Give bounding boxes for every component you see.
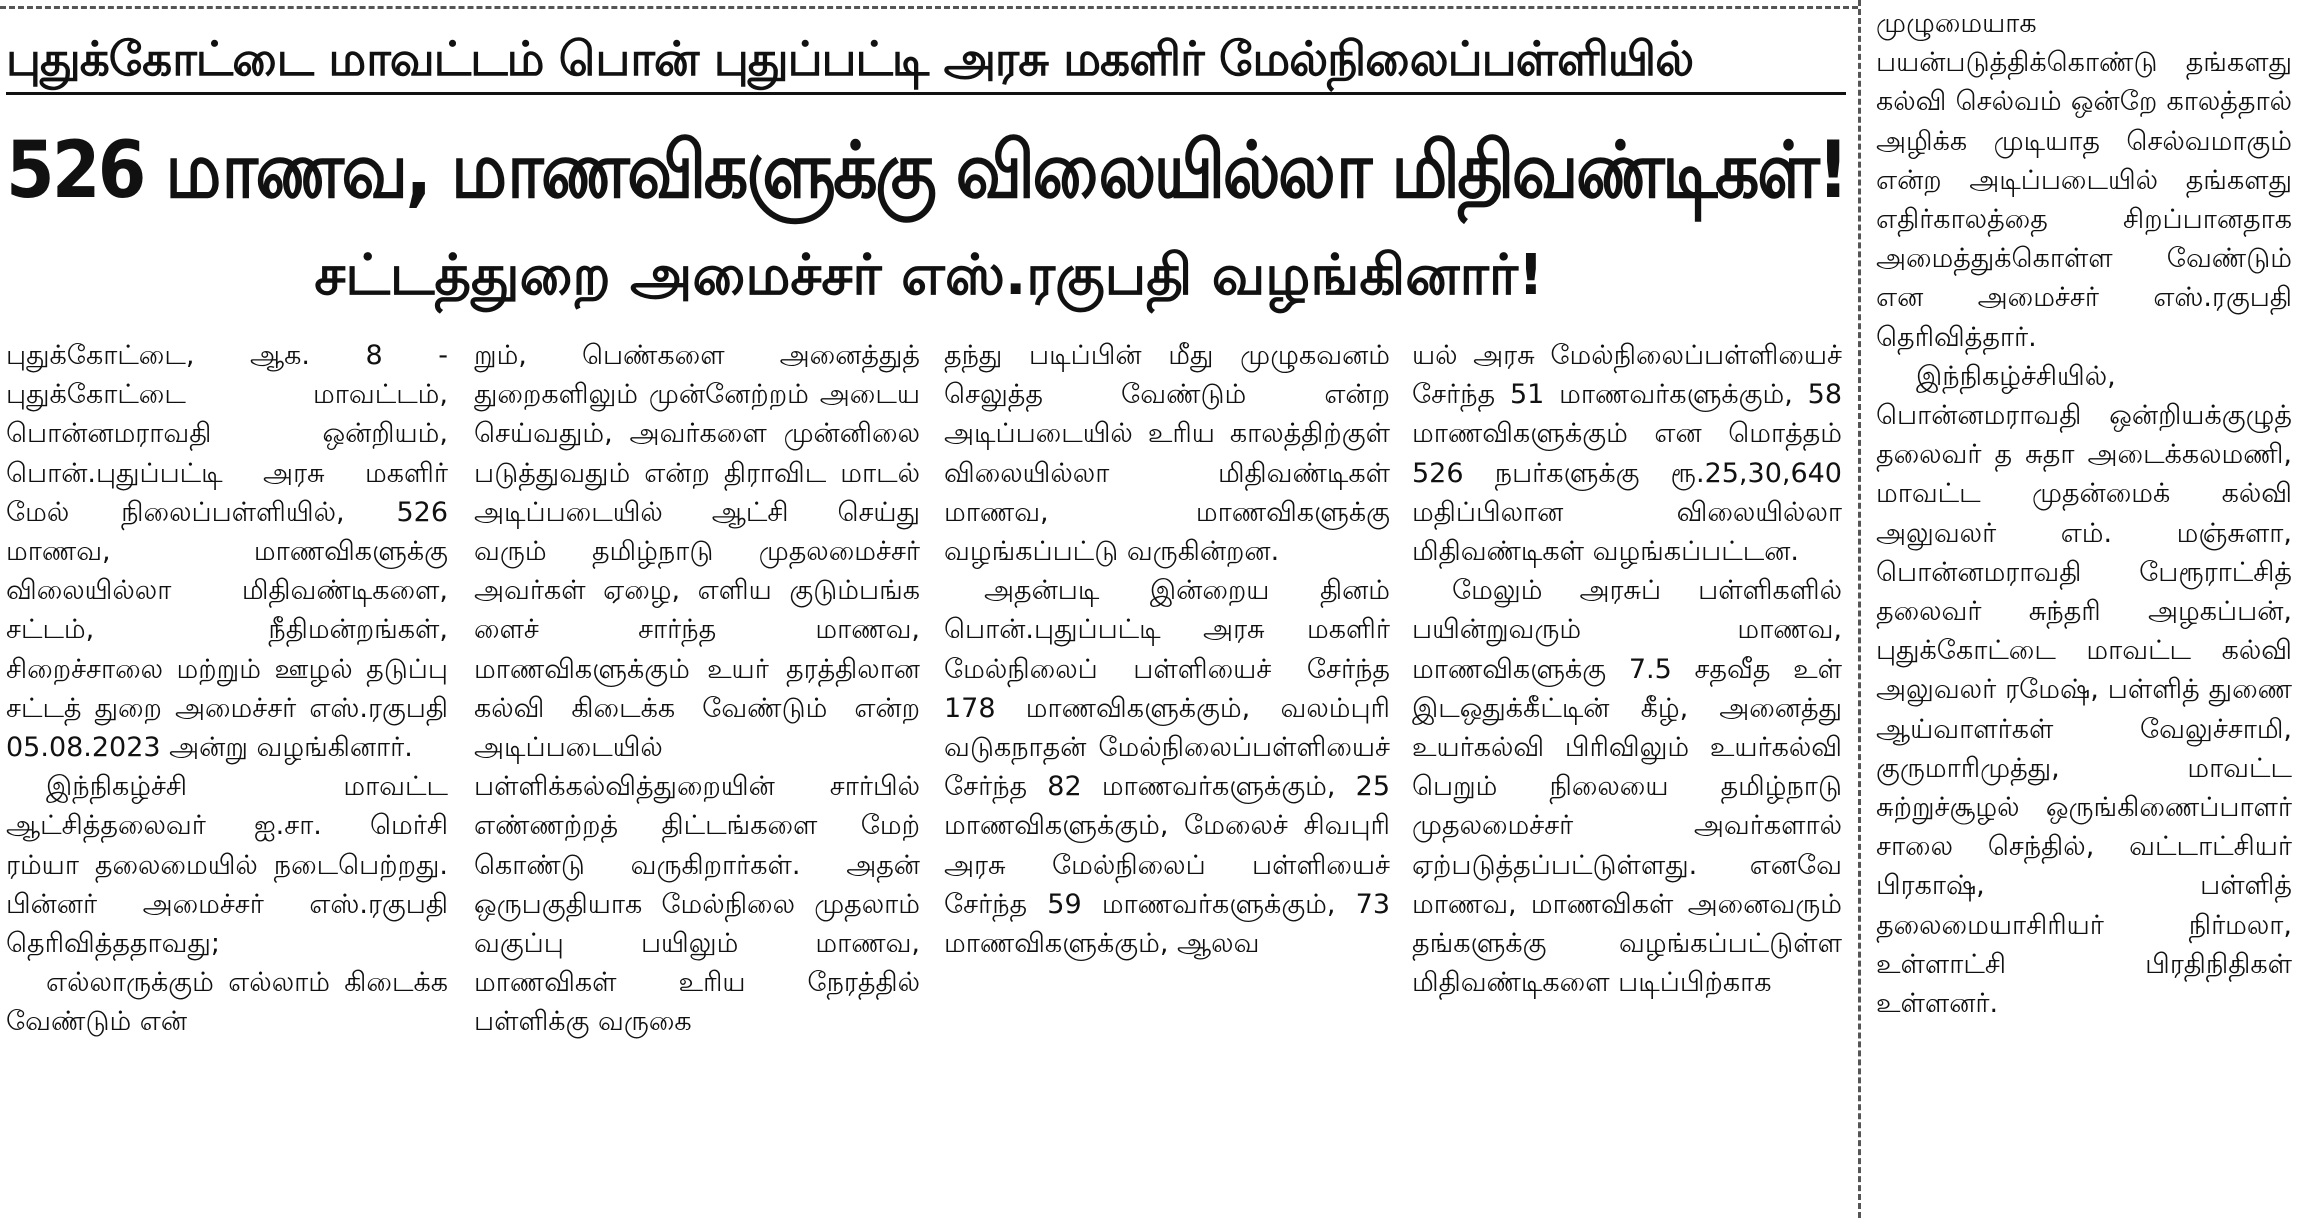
paragraph: றும், பெண்களை அனைத்துத் துறைகளிலும் முன்னேற்றம் அடைய செய்வதும், அவர்களை முன்னிலை படுத்துவதும் என்ற திராவிட மாடல் அடிப்படையில் ஆட்சி செய்து வரும் தமிழ்நாடு முதலமைச்சர் அவர்கள் ஏழை, எளிய குடும்பங்க ளைச் சார்ந்த மாணவ, மாணவிகளுக்கும் உயர் தரத்திலான கல்வி கிடைக்க வேண்டும் என்ற அடிப்படையில் பள்ளிக்கல்வித்துறையின் சார்பில் எண்ணற்றத் திட்டங்களை மேற் கொண்டு வருகிறார்கள். அதன் ஒருபகுதியாக மேல்நிலை முதலாம் வகுப்பு பயிலும் மாணவ, மாணவிகள் உரிய நேரத்தில் பள்ளிக்கு வருகை	[474, 340, 920, 1038]
text-column-4	[1412, 336, 1842, 1218]
paragraph: அதன்படி இன்றைய தினம் பொன்.புதுப்பட்டி அரசு மகளிர் மேல்நிலைப் பள்ளியைச் சேர்ந்த 178 மாணவிகளுக்கும், வலம்புரி வடுகநாதன் மேல்நிலைப்பள்ளியைச் சேர்ந்த 82 மாணவர்களுக்கும், 25 மாணவிகளுக்கும், மேலைச் சிவபுரி அரசு மேல்நிலைப் பள்ளியைச் சேர்ந்த 59 மாணவர்களுக்கும், 73 மாணவிகளுக்கும், ஆலவ	[944, 575, 1390, 960]
text-column-5	[1876, 4, 2292, 1218]
text-column-3	[944, 336, 1390, 1218]
headline: 526 மாணவ, மாணவிகளுக்கு விலையில்லா மிதிவண்டிகள்!	[6, 126, 1846, 216]
paragraph: இந்நிகழ்ச்சி மாவட்ட ஆட்சித்தலைவர் ஐ.சா. மெர்சி ரம்யா தலைமையில் நடைபெற்றது. பின்னர் அமைச்சர் எஸ்.ரகுபதி தெரிவித்ததாவது;	[6, 771, 448, 960]
top-border	[0, 6, 1858, 9]
kicker-rule	[6, 92, 1846, 95]
kicker-line: புதுக்கோட்டை மாவட்டம் பொன் புதுப்பட்டி அரசு மகளிர் மேல்நிலைப்பள்ளியில்	[6, 32, 1694, 87]
paragraph: புதுக்கோட்டை, ஆக. 8 - புதுக்கோட்டை மாவட்டம், பொன்னமராவதி ஒன்றியம், பொன்.புதுப்பட்டி அரசு மகளிர் மேல் நிலைப்பள்ளியில், 526 மாணவ, மாணவிகளுக்கு விலையில்லா மிதிவண்டிகளை, சட்டம், நீதிமன்றங்கள், சிறைச்சாலை மற்றும் ஊழல் தடுப்பு சட்டத் துறை அமைச்சர் எஸ்.ரகுபதி 05.08.2023 அன்று வழங்கினார்.	[6, 340, 448, 764]
paragraph: மேலும் அரசுப் பள்ளிகளில் பயின்றுவரும் மாணவ, மாணவிகளுக்கு 7.5 சதவீத உள் இடஒதுக்கீட்டின் கீழ், அனைத்து உயர்கல்வி பிரிவிலும் உயர்கல்வி பெறும் நிலையை தமிழ்நாடு முதலமைச்சர் அவர்களால் ஏற்படுத்தப்பட்டுள்ளது. எனவே மாணவ, மாணவிகள் அனைவரும் தங்களுக்கு வழங்கப்பட்டுள்ள மிதிவண்டிகளை படிப்பிற்காக	[1412, 575, 1842, 999]
paragraph: யல் அரசு மேல்நிலைப்பள்ளியைச் சேர்ந்த 51 மாணவர்களுக்கும், 58 மாணவிகளுக்கும் என மொத்தம் 526 நபர்களுக்கு ரூ.25,30,640 மதிப்பிலான விலையில்லா மிதிவண்டிகள் வழங்கப்பட்டன.	[1412, 340, 1842, 568]
text-column-1	[6, 336, 448, 1218]
paragraph: முழுமையாக பயன்படுத்திக்கொண்டு தங்களது கல்வி செல்வம் ஒன்றே காலத்தால் அழிக்க முடியாத செல்வமாகும் என்ற அடிப்படையில் தங்களது எதிர்காலத்தை சிறப்பானதாக அமைத்துக்கொள்ள வேண்டும் என அமைச்சர் எஸ்.ரகுபதி தெரிவித்தார்.	[1876, 8, 2292, 353]
column-separator	[1858, 0, 1861, 1218]
subheadline: சட்டத்துறை அமைச்சர் எஸ்.ரகுபதி வழங்கினார்!	[314, 243, 1544, 308]
text-column-2	[474, 336, 920, 1218]
paragraph: எல்லாருக்கும் எல்லாம் கிடைக்க வேண்டும் என்	[6, 967, 448, 1038]
paragraph: இந்நிகழ்ச்சியில், பொன்னமராவதி ஒன்றியக்குழுத் தலைவர் த சுதா அடைக்கலமணி, மாவட்ட முதன்மைக் கல்வி அலுவலர் எம். மஞ்சுளா, பொன்னமராவதி பேரூராட்சித் தலைவர் சுந்தரி அழகப்பன், புதுக்கோட்டை மாவட்ட கல்வி அலுவலர் ரமேஷ், பள்ளித் துணை ஆய்வாளர்கள் வேலுச்சாமி, குருமாரிமுத்து, மாவட்ட சுற்றுச்சூழல் ஒருங்கிணைப்பாளர் சாலை செந்தில், வட்டாட்சியர் பிரகாஷ், பள்ளித் தலைமையாசிரியர் நிர்மலா, உள்ளாட்சி பிரதிநிதிகள் உள்ளனர்.	[1876, 360, 2292, 1020]
paragraph: தந்து படிப்பின் மீது முழுகவனம் செலுத்த வேண்டும் என்ற அடிப்படையில் உரிய காலத்திற்குள் விலையில்லா மிதிவண்டிகள் மாணவ, மாணவிகளுக்கு வழங்கப்பட்டு வருகின்றன.	[944, 340, 1390, 568]
